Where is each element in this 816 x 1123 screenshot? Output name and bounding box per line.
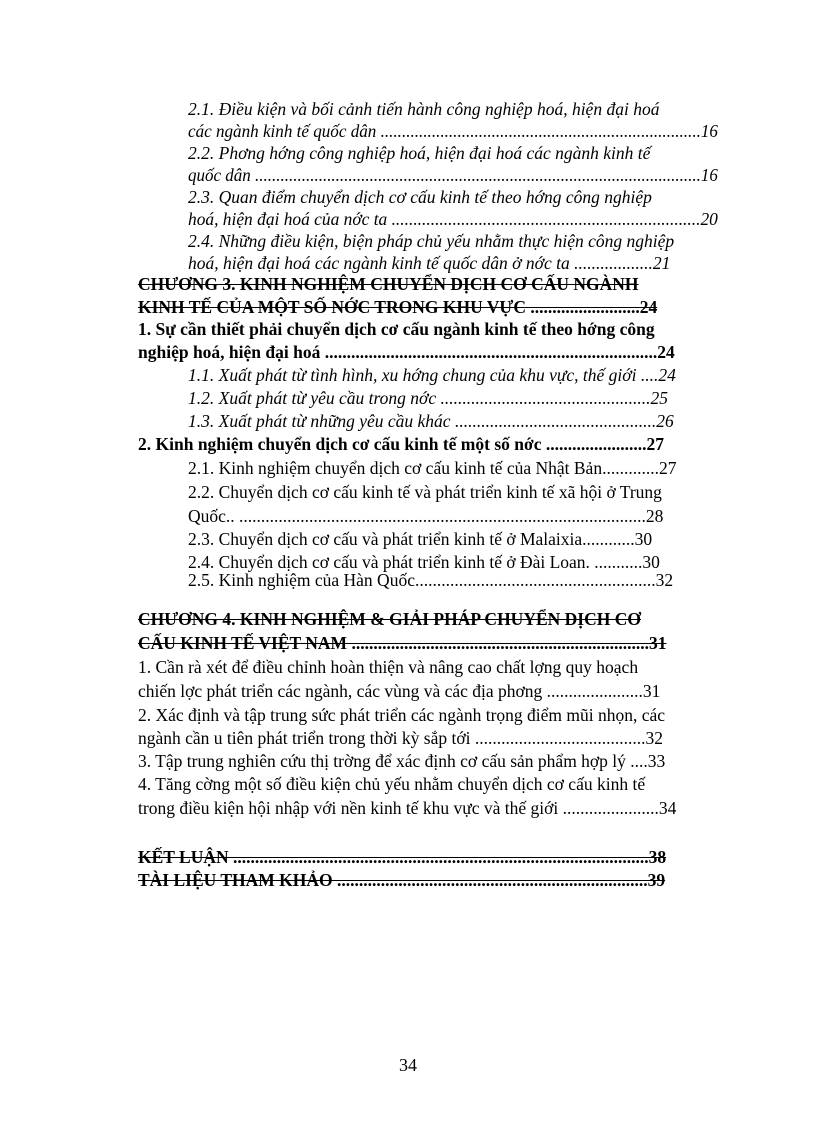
toc-line: 2.5. Kinh nghiệm của Hàn Quốc.......................................................32 (188, 570, 674, 590)
toc-line: các ngành kinh tế quốc dân ...........................................................................16 (188, 121, 718, 141)
chapter-heading: KINH TẾ CỦA MỘT SỐ NỚC TRONG KHU VỰC .........................24 (138, 297, 658, 317)
toc-line: 2. Xác định và tập trung sức phát triển các ngành trọng điểm mũi nhọn, các (138, 705, 666, 725)
chapter-heading: CHƯƠNG 3. KINH NGHIỆM CHUYỂN DỊCH CƠ CẤU NGÀNH (138, 274, 639, 294)
toc-line: 2.4. Những điều kiện, biện pháp chủ yếu nhằm thực hiện công nghiệp (188, 231, 675, 251)
toc-line: 1.2. Xuất phát từ yêu cầu trong nớc ................................................25 (188, 388, 669, 408)
toc-line: 2.1. Kinh nghiệm chuyển dịch cơ cấu kinh tế của Nhật Bản.............27 (188, 458, 677, 478)
toc-line: 2.3. Chuyển dịch cơ cấu và phát triển kinh tế ở Malaixia............30 (188, 529, 653, 549)
references-entry: TÀI LIỆU THAM KHẢO .......................................................................39 (138, 870, 666, 890)
toc-line: 2.4. Chuyển dịch cơ cấu và phát triển kinh tế ở Đài Loan. ...........30 (188, 552, 660, 572)
toc-line: trong điều kiện hội nhập với nền kinh tế khu vực và thế giới ......................34 (138, 798, 677, 818)
toc-line: 2.2. Chuyển dịch cơ cấu kinh tế và phát triển kinh tế xã hội ở Trung (188, 482, 662, 502)
toc-line: 1.3. Xuất phát từ những yêu cầu khác ..............................................26 (188, 411, 674, 431)
toc-line: 1. Cần rà xét để điều chỉnh hoàn thiện và nâng cao chất lợng quy hoạch (138, 657, 639, 677)
chapter-heading: CẤU KINH TẾ VIỆT NAM ....................................................................31 (138, 633, 667, 653)
section-heading: nghiệp hoá, hiện đại hoá ............................................................................24 (138, 342, 675, 362)
toc-line: Quốc.. .............................................................................................28 (188, 506, 664, 526)
toc-line: 2.1. Điều kiện và bối cảnh tiến hành công nghiệp hoá, hiện đại hoá (188, 99, 660, 119)
section-heading: 1. Sự cần thiết phải chuyển dịch cơ cấu ngành kinh tế theo hớng công (138, 319, 655, 339)
page-number: 34 (399, 1055, 417, 1075)
toc-line: hoá, hiện đại hoá các ngành kinh tế quốc dân ở nớc ta ..................21 (188, 253, 671, 273)
toc-line: hoá, hiện đại hoá của nớc ta .......................................................................20 (188, 209, 718, 229)
section-heading: 2. Kinh nghiệm chuyển dịch cơ cấu kinh tế một số nớc .......................27 (138, 434, 664, 454)
toc-line: 4. Tăng cờng một số điều kiện chủ yếu nhằm chuyển dịch cơ cấu kinh tế (138, 774, 646, 794)
toc-line: chiến lợc phát triển các ngành, các vùng và các địa phơng ......................31 (138, 681, 661, 701)
toc-line: 3. Tập trung nghiên cứu thị trờng để xác định cơ cấu sản phẩm hợp lý ....33 (138, 751, 666, 771)
toc-line: 1.1. Xuất phát từ tình hình, xu hớng chung của khu vực, thế giới ....24 (188, 365, 676, 385)
conclusion-entry: KẾT LUẬN ...............................................................................................38 (138, 847, 667, 867)
toc-line: ngành cần u tiên phát triển trong thời kỳ sắp tới .......................................32 (138, 728, 663, 748)
chapter-heading: CHƯƠNG 4. KINH NGHIỆM & GIẢI PHÁP CHUYỂN DỊCH CƠ (138, 609, 641, 629)
toc-line: 2.3. Quan điểm chuyển dịch cơ cấu kinh tế theo hớng công nghiệp (188, 187, 652, 207)
toc-line: 2.2. Phơng hớng công nghiệp hoá, hiện đại hoá các ngành kinh tế (188, 143, 651, 163)
toc-line: quốc dân .........................................................................................................16 (188, 165, 718, 185)
